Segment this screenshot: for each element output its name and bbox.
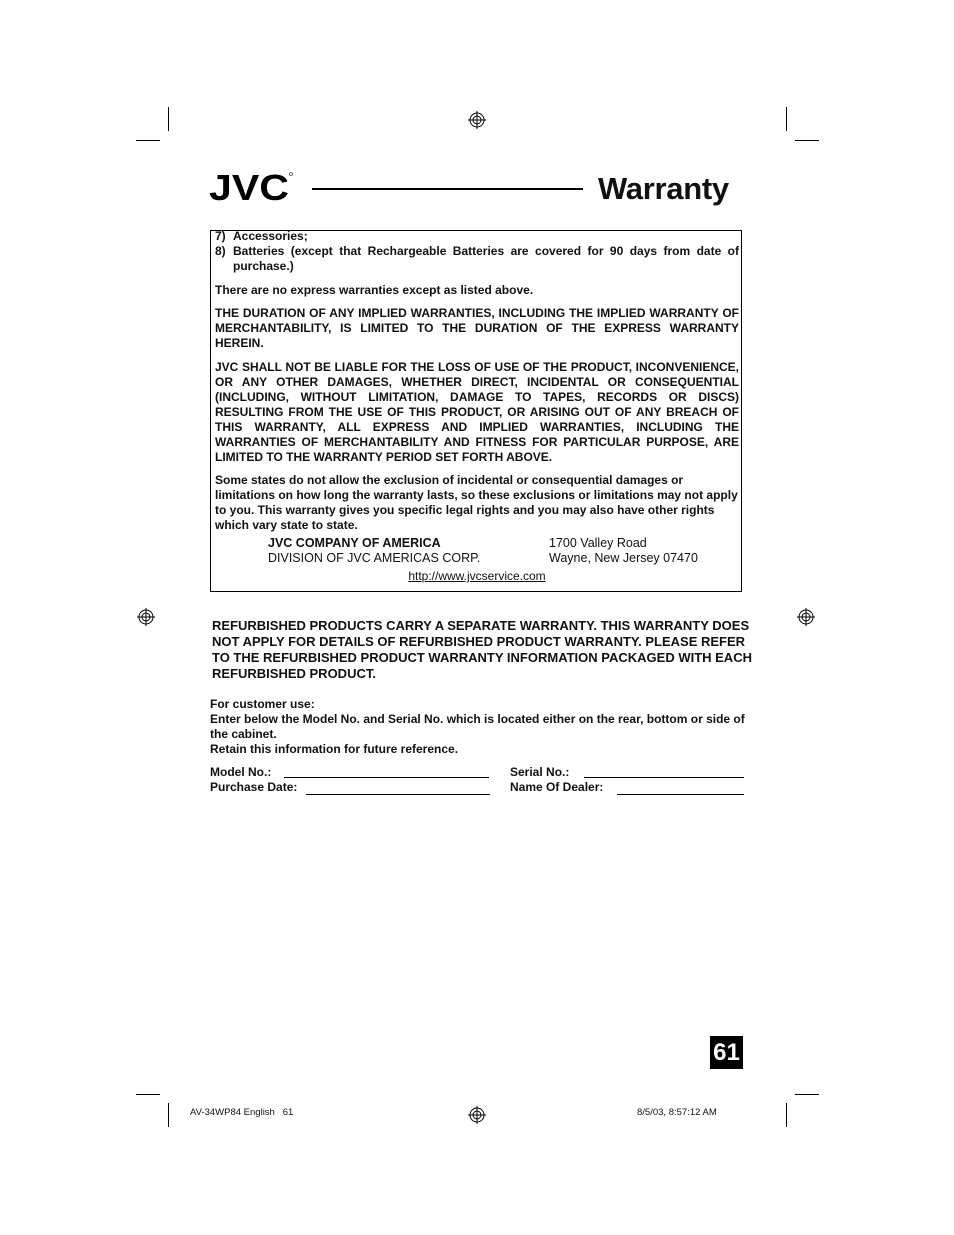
model-no-label: Model No.: bbox=[210, 765, 272, 779]
model-no-field[interactable] bbox=[284, 777, 489, 778]
customer-use-instructions: Enter below the Model No. and Serial No. which is located either on the rear, bottom or side of the cabinet. bbox=[210, 712, 745, 741]
address-street: 1700 Valley Road bbox=[549, 536, 647, 550]
warranty-box bbox=[210, 230, 742, 592]
refurbished-notice: REFURBISHED PRODUCTS CARRY A SEPARATE WARRANTY. THIS WARRANTY DOES NOT APPLY FOR DETAILS OF REFURBISHED PRODUCT WARRANTY. PLEASE REFER TO THE REFURBISHED PRODUCT WARRANTY INFORMATION PACKAGED WITH EACH REFURBISHED PRODUCT. bbox=[212, 618, 752, 681]
item-text: Batteries (except that Rechargeable Batteries are covered for 90 days from date of purchase.) bbox=[233, 244, 739, 273]
service-url-link[interactable]: http://www.jvcservice.com bbox=[408, 569, 546, 583]
purchase-date-label: Purchase Date: bbox=[210, 780, 298, 794]
item-text: Accessories; bbox=[233, 229, 308, 243]
registration-mark-icon bbox=[797, 608, 815, 626]
address-city: Wayne, New Jersey 07470 bbox=[549, 551, 698, 565]
customer-use-section bbox=[210, 697, 750, 757]
dealer-name-label: Name Of Dealer: bbox=[510, 780, 604, 794]
company-division: DIVISION OF JVC AMERICAS CORP. bbox=[268, 551, 481, 565]
crop-mark bbox=[168, 1103, 169, 1127]
jvc-logo bbox=[209, 170, 293, 202]
jvc-logo-text: JVC bbox=[209, 170, 290, 202]
page-number: 61 bbox=[710, 1036, 743, 1069]
purchase-date-field[interactable] bbox=[306, 794, 490, 795]
item-number: 8) bbox=[215, 244, 226, 258]
crop-mark bbox=[136, 1094, 160, 1095]
crop-mark bbox=[795, 140, 819, 141]
company-name: JVC COMPANY OF AMERICA bbox=[268, 536, 441, 550]
crop-mark bbox=[795, 1094, 819, 1095]
warranty-text bbox=[215, 231, 739, 533]
crop-mark bbox=[786, 107, 787, 131]
list-item bbox=[215, 244, 739, 274]
footer-file-info: AV-34WP84 English 61 bbox=[190, 1107, 294, 1118]
customer-use-retain: Retain this information for future reference. bbox=[210, 742, 459, 756]
registration-mark-icon bbox=[468, 111, 486, 129]
registration-mark-icon bbox=[468, 1106, 486, 1124]
dealer-name-field[interactable] bbox=[617, 794, 744, 795]
item-number: 7) bbox=[215, 229, 226, 243]
duration-clause: THE DURATION OF ANY IMPLIED WARRANTIES, INCLUDING THE IMPLIED WARRANTY OF MERCHANTABILITY, IS LIMITED TO THE DURATION OF THE EXPRESS WARRANTY HEREIN. bbox=[215, 306, 739, 350]
footer-timestamp: 8/5/03, 8:57:12 AM bbox=[637, 1107, 717, 1118]
customer-use-heading: For customer use: bbox=[210, 697, 315, 711]
state-rights-clause: Some states do not allow the exclusion of incidental or consequential damages or limitations on how long the warranty lasts, so these exclusions or limitations may not apply to you. This warranty gives you specific legal rights and you may also have other rights which vary state to state. bbox=[215, 473, 738, 532]
crop-mark bbox=[168, 107, 169, 131]
page-title: Warranty bbox=[598, 171, 729, 206]
serial-no-field[interactable] bbox=[584, 777, 744, 778]
no-express-warranty: There are no express warranties except as listed above. bbox=[215, 283, 534, 297]
list-item bbox=[215, 229, 739, 244]
serial-no-label: Serial No.: bbox=[510, 765, 570, 779]
title-rule bbox=[312, 188, 583, 190]
liability-clause: JVC SHALL NOT BE LIABLE FOR THE LOSS OF USE OF THE PRODUCT, INCONVENIENCE, OR ANY OTHER DAMAGES, WHETHER DIRECT, INCIDENTAL OR CONSEQUENTIAL (INCLUDING, WITHOUT LIMITATION, DAMAGE TO TAPES, RECORDS OR DISCS) RESULTING FROM THE USE OF THIS PRODUCT, OR ARISING OUT OF ANY BREACH OF THIS WARRANTY, ALL EXPRESS AND IMPLIED WARRANTIES, INCLUDING THE WARRANTIES OF MERCHANTABILITY AND FITNESS FOR PARTICULAR PURPOSE, ARE LIMITED TO THE WARRANTY PERIOD SET FORTH ABOVE. bbox=[215, 360, 739, 464]
crop-mark bbox=[136, 140, 160, 141]
registration-mark-icon bbox=[137, 608, 155, 626]
crop-mark bbox=[786, 1103, 787, 1127]
